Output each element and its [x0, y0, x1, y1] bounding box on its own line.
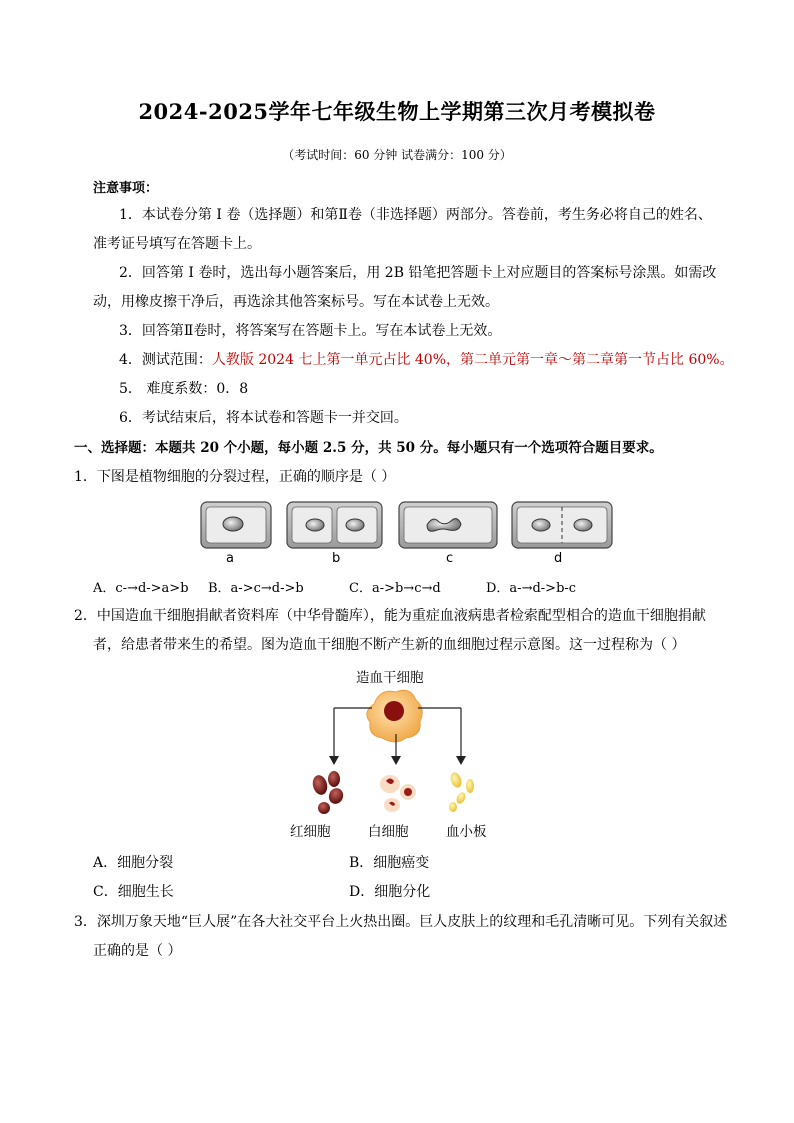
red-blood-cell-label: 红细胞 — [290, 824, 331, 840]
notice-item-2a: 2．回答第 I 卷时，选出每小题答案后，用 2B 铅笔把答题卡上对应题目的答案标号涂黑。如需改 — [119, 265, 717, 281]
white-blood-cells-icon — [380, 775, 416, 812]
arrow-heads — [329, 756, 466, 765]
cell-stage-b — [287, 502, 382, 548]
question-2-stem-a: 2．中国造血干细胞捐献者资料库（中华骨髓库），能为重症血液病患者检索配型相合的造血干细胞捐献 — [74, 608, 706, 624]
notice-item-6: 6．考试结束后，将本试卷和答题卡一并交回。 — [119, 410, 408, 426]
question-2-stem-b: 者，给患者带来生的希望。图为造血干细胞不断产生新的血细胞过程示意图。这一过程称为（ ） — [93, 637, 686, 653]
hematopoiesis-figure — [290, 684, 510, 818]
notice-item-5: 5． 难度系数：0．8 — [119, 381, 249, 397]
exam-info: （考试时间：60 分钟 试卷满分：100 分） — [282, 148, 512, 162]
notice-item-4-scope: 人教版 2024 七上第一单元占比 40%，第二单元第一章～第二章第一节占比 60%。 — [211, 352, 734, 368]
platelets-icon — [449, 771, 474, 812]
cell-label-a: a — [226, 551, 234, 566]
cell-stage-a — [201, 502, 271, 548]
cell-label-b: b — [332, 551, 341, 566]
platelet-label: 血小板 — [446, 824, 487, 840]
section-heading: 一、选择题：本题共 20 个小题，每小题 2.5 分，共 50 分。每小题只有一个选项符合题目要求。 — [74, 440, 663, 456]
notice-item-3: 3．回答第Ⅱ卷时，将答案写在答题卡上。写在本试卷上无效。 — [119, 323, 502, 339]
notice-item-4 — [119, 349, 734, 369]
cell-label-c: c — [446, 551, 454, 566]
cell-label-d: d — [554, 551, 563, 566]
page-title: 2024-2025学年七年级生物上学期第三次月考模拟卷 — [138, 99, 656, 124]
question-3-stem-b: 正确的是（ ） — [93, 943, 182, 959]
question-2-option-a[interactable]: A．细胞分裂 — [93, 855, 174, 871]
question-1-option-b[interactable]: B．a->c→d->b — [208, 581, 304, 596]
red-blood-cells-icon — [311, 771, 346, 814]
stem-cell-icon — [367, 690, 422, 742]
cell-stage-d — [512, 502, 612, 548]
question-3-stem-a: 3．深圳万象天地“巨人展”在各大社交平台上火热出圈。巨人皮肤上的纹理和毛孔清晰可见。下列有关叙述 — [74, 914, 728, 930]
notice-item-1b: 准考证号填写在答题卡上。 — [93, 236, 261, 252]
cell-division-figure — [195, 498, 620, 554]
notice-item-1a: 1．本试卷分第 I 卷（选择题）和第Ⅱ卷（非选择题）两部分。答卷前，考生务必将自己的姓名、 — [119, 207, 712, 223]
question-1-option-c[interactable]: C．a->b→c→d — [349, 581, 441, 596]
white-blood-cell-label: 白细胞 — [368, 824, 409, 840]
question-2-option-b[interactable]: B．细胞癌变 — [349, 855, 430, 871]
question-2-option-c[interactable]: C．细胞生长 — [93, 884, 174, 900]
question-1-option-a[interactable]: A．c-→d->a>b — [93, 581, 189, 596]
stem-cell-label: 造血干细胞 — [356, 670, 424, 686]
notice-heading: 注意事项： — [93, 181, 159, 196]
question-2-option-d[interactable]: D．细胞分化 — [349, 884, 431, 900]
question-1-stem: 1．下图是植物细胞的分裂过程，正确的顺序是（ ） — [74, 469, 396, 485]
question-1-option-d[interactable]: D．a-→d->b-c — [486, 581, 577, 596]
notice-item-4-prefix: 4．测试范围： — [119, 352, 212, 368]
cell-stage-c — [399, 502, 497, 548]
notice-item-2b: 动，用橡皮擦干净后，再选涂其他答案标号。写在本试卷上无效。 — [93, 294, 499, 310]
